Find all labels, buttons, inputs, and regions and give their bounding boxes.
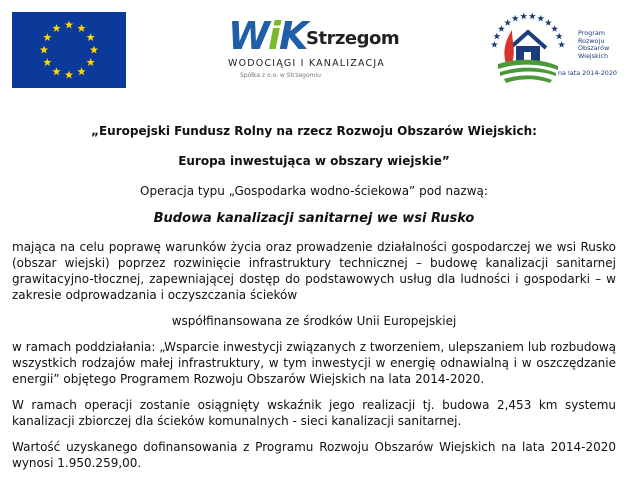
heading-line-2: Europa inwestująca w obszary wiejskie” <box>178 154 450 168</box>
goal-paragraph: mająca na celu poprawę warunków życia oraz prowadzenie działalności gospodarczej we wsi Rusko (obszar wiejski) poprzez rozwinięcie infrastruktury technicznej – budowę kanalizacji sanitarnej grawitacyjno-tłocznej, zapewniającej dostęp do podstawowych usług dla ludności i gospodarki – w zakresie odprowadzania i oczyszczania ścieków <box>12 240 616 302</box>
wik-strzegom-logo <box>228 14 400 90</box>
wik-subtitle: WODOCIĄGI I KANALIZACJA <box>228 58 385 69</box>
wik-mark: WiK <box>228 14 307 58</box>
prow-star-icon <box>491 41 498 48</box>
indicator-paragraph: W ramach operacji zostanie osiągnięty wskaźnik jego realizacji tj. budowa 2,453 km systemu kanalizacji zbiorczej dla ścieków komunalnych - sieci kanalizacji sanitarnej. <box>12 398 616 428</box>
funding-paragraph: Wartość uzyskanego dofinansowania z Programu Rozwoju Obszarów Wiejskich na lata 2014-2020 wynosi 1.950.259,00. <box>12 440 616 470</box>
prow-house-roof <box>510 32 546 48</box>
prow-star-icon <box>556 33 563 40</box>
prow-program-name <box>578 30 609 60</box>
cofinanced-line: współfinansowana ze środków Unii Europejskiej <box>171 314 457 328</box>
heading-line-1: „Europejski Fundusz Rolny na rzecz Rozwoju Obszarów Wiejskich: <box>91 124 537 138</box>
prow-line: Wiejskich <box>578 51 609 60</box>
prow-star-icon <box>529 13 536 20</box>
prow-red-tree <box>504 30 513 64</box>
prow-line: Rozwoju <box>578 36 605 45</box>
prow-star-icon <box>512 15 519 22</box>
operation-type: Operacja typu „Gospodarka wodno-ściekowa” pod nazwą: <box>140 184 488 198</box>
prow-star-icon <box>520 13 527 20</box>
wik-company-note: Spółka z o.o. w Strzegomiu <box>240 72 321 79</box>
prow-star-icon <box>545 19 552 26</box>
prow-star-icon <box>493 33 500 40</box>
eu-flag-logo <box>12 12 126 88</box>
prow-star-icon <box>504 19 511 26</box>
prow-star-icon <box>558 41 565 48</box>
prow-star-icon <box>498 25 505 32</box>
prow-field-2 <box>500 68 556 76</box>
prow-line: Program <box>578 29 605 37</box>
prow-logo <box>482 6 617 96</box>
wik-city-name: Strzegom <box>306 28 400 49</box>
prow-field-3 <box>504 75 552 83</box>
prow-years: na lata 2014-2020 <box>558 69 617 77</box>
measure-paragraph: w ramach poddziałania: „Wsparcie inwestycji związanych z tworzeniem, ulepszaniem lub rozbudową wszystkich rodzajów małej infrastruktury, w tym inwestycji w energię odnawialną i w oszczędzanie energii” objętego Programem Rozwoju Obszarów Wiejskich na lata 2014-2020. <box>12 340 616 386</box>
logo-strip <box>0 0 628 100</box>
announcement-body <box>12 123 616 471</box>
prow-star-icon <box>537 15 544 22</box>
operation-name: Budowa kanalizacji sanitarnej we wsi Rusko <box>153 211 475 226</box>
prow-star-icon <box>551 25 558 32</box>
prow-line: Obszarów <box>578 44 610 53</box>
